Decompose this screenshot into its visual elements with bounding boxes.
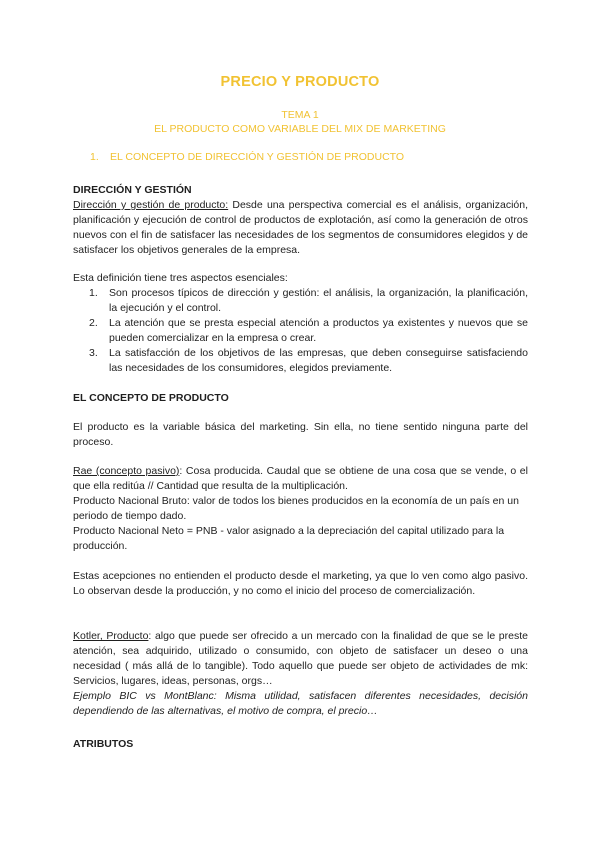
pnb-paragraph: Producto Nacional Bruto: valor de todos los bienes producidos en la economía de un país en un periodo de tiempo dado. <box>73 495 519 522</box>
aspecto-number: 1. <box>89 287 98 299</box>
ejemplo-paragraph: Ejemplo BIC vs MontBlanc: Misma utilidad, satisfacen diferentes necesidades, decisión dependiendo de las alternativas, el motivo de compra, el precio… <box>73 690 528 717</box>
kotler-text: : algo que puede ser ofrecido a un mercado con la finalidad de que se le preste atención, sea adquirido, utilizado o consumido, con objeto de satisfacer un deseo o una necesidad ( más allá de lo tangible). Todo aquello que puede ser objeto de actividades de mk: Servicios, lugares, ideas, personas, orgs… <box>73 630 528 687</box>
aspecto-text: La atención que se presta especial atención a productos ya existentes y nuevos que se pueden comercializar en la empresa o crear. <box>109 317 528 344</box>
atributos-heading: ATRIBUTOS <box>73 738 134 750</box>
section-1-label: EL CONCEPTO DE DIRECCIÓN Y GESTIÓN DE PRODUCTO <box>110 151 405 163</box>
aspectos-section <box>73 271 528 376</box>
tema-subtitle: EL PRODUCTO COMO VARIABLE DEL MIX DE MARKETING <box>154 123 446 135</box>
direccion-term: Dirección y gestión de producto: <box>73 199 229 211</box>
document-title: PRECIO Y PRODUCTO <box>220 74 380 90</box>
aspectos-intro: Esta definición tiene tres aspectos esenciales: <box>73 272 288 284</box>
section-1-heading <box>90 151 404 163</box>
aspecto-number: 2. <box>89 317 98 329</box>
rae-text: : Cosa producida. Caudal que se obtiene de una cosa que se vende, o el que ella reditúa // Cantidad que resulta de la multiplicación. <box>73 465 528 492</box>
concepto-heading: EL CONCEPTO DE PRODUCTO <box>73 392 229 404</box>
aspecto-item <box>73 286 528 316</box>
rae-term: Rae (concepto pasivo) <box>73 465 180 477</box>
tema-label: TEMA 1 <box>281 109 319 121</box>
direccion-paragraph <box>73 198 528 258</box>
concepto-paragraph-1: El producto es la variable básica del marketing. Sin ella, no tiene sentido ninguna parte del proceso. <box>73 421 528 448</box>
rae-block <box>73 464 528 554</box>
direccion-heading: DIRECCIÓN Y GESTIÓN <box>73 184 192 196</box>
aspectos-list <box>73 286 528 376</box>
kotler-paragraph <box>73 629 528 689</box>
section-1-number: 1. <box>90 151 99 163</box>
rae-paragraph <box>73 464 528 494</box>
aspecto-item <box>73 346 528 376</box>
aspecto-item <box>73 316 528 346</box>
aspecto-text: La satisfacción de los objetivos de las empresas, que deben conseguirse satisfaciendo las necesidades de los consumidores, elegidos previamente. <box>109 347 528 374</box>
direccion-text: Desde una perspectiva comercial es el análisis, organización, planificación y ejecución de control de productos de explotación, así como la generación de otros nuevos con el fin de satisfacer las necesidades de los segmentos de consumidores elegidos y de satisfacer los objetivos generales de la empresa. <box>73 199 528 256</box>
kotler-block <box>73 629 528 719</box>
pnn-paragraph: Producto Nacional Neto = PNB - valor asignado a la depreciación del capital utilizado para la producción. <box>73 525 505 552</box>
aspecto-number: 3. <box>89 347 98 359</box>
tema-heading <box>0 108 600 136</box>
aspecto-text: Son procesos típicos de dirección y gestión: el análisis, la organización, la planificación, la ejecución y el control. <box>109 287 528 314</box>
acepciones-paragraph: Estas acepciones no entienden el producto desde el marketing, ya que lo ven como algo pasivo. Lo observan desde la producción, y no como el inicio del proceso de comercialización. <box>73 570 528 597</box>
direccion-section <box>73 183 528 258</box>
kotler-term: Kotler, Producto <box>73 630 149 642</box>
